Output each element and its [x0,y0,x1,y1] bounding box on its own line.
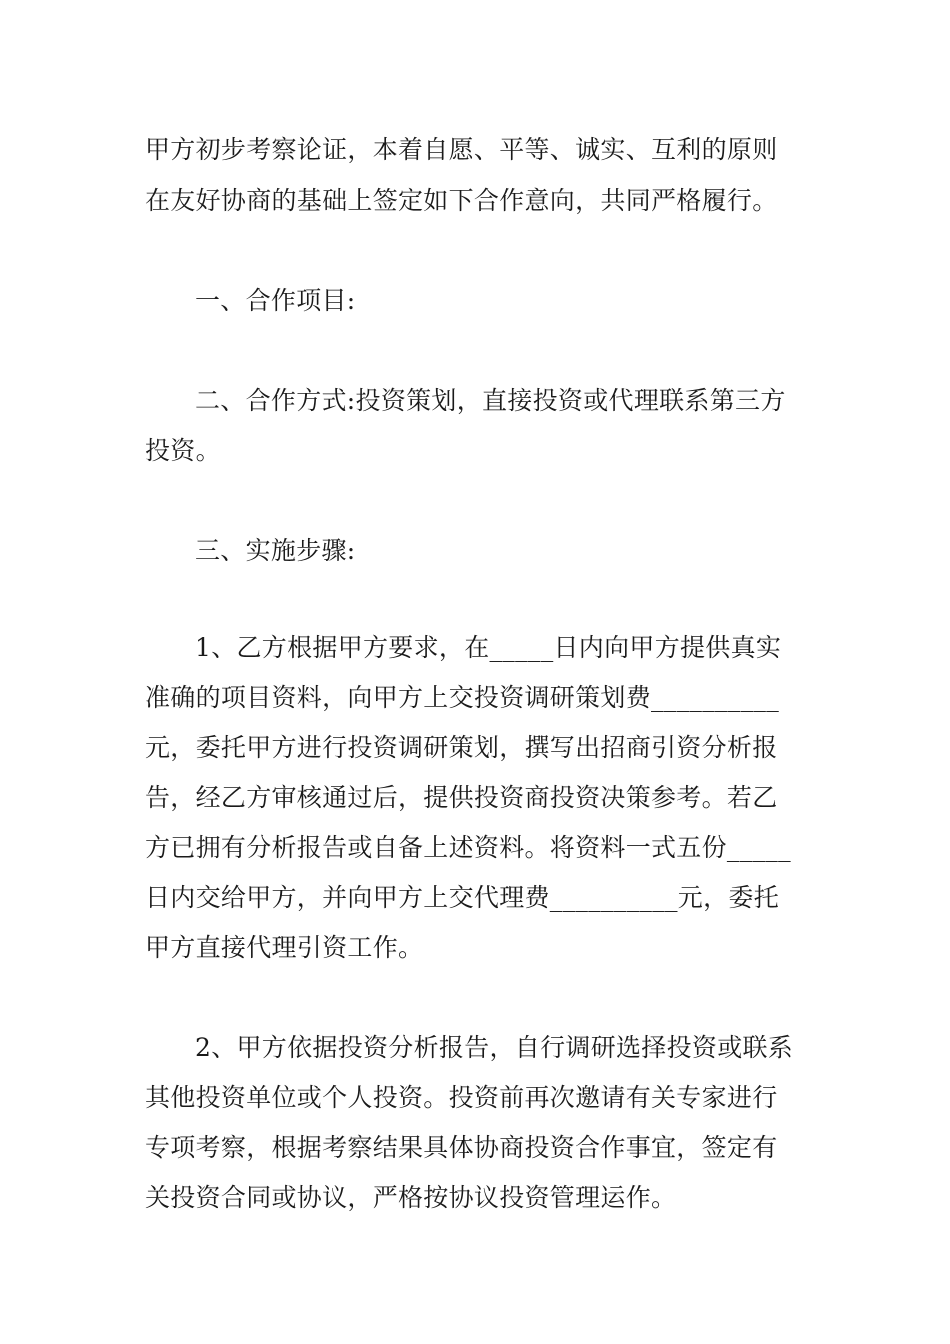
cooperation-method-line-2: 投资。 [145,436,221,465]
intro-line-1: 甲方初步考察论证，本着自愿、平等、诚实、互利的原则 [145,135,778,164]
step-1-line-6: 日内交给甲方，并向甲方上交代理费__________元，委托 [145,883,780,912]
step-2-line-2: 其他投资单位或个人投资。投资前再次邀请有关专家进行 [145,1083,778,1112]
intro-line-2: 在友好协商的基础上签定如下合作意向，共同严格履行。 [145,186,778,215]
cooperation-method-line-1: 二、合作方式:投资策划，直接投资或代理联系第三方 [195,386,786,415]
section-heading-implementation-steps: 三、实施步骤: [195,536,356,565]
step-1-line-5: 方已拥有分析报告或自备上述资料。将资料一式五份_____ [145,833,791,862]
step-1-line-1: 1、乙方根据甲方要求，在_____日内向甲方提供真实 [195,633,782,662]
step-2-line-4: 关投资合同或协议，严格按协议投资管理运作。 [145,1183,677,1212]
step-1-line-2: 准确的项目资料，向甲方上交投资调研策划费__________ [145,683,780,712]
step-1-line-3: 元，委托甲方进行投资调研策划，撰写出招商引资分析报 [145,733,778,762]
step-1-line-4: 告，经乙方审核通过后，提供投资商投资决策参考。若乙 [145,783,778,812]
step-2-line-1: 2、甲方依据投资分析报告，自行调研选择投资或联系 [195,1033,794,1062]
section-heading-cooperation-project: 一、合作项目: [195,286,356,315]
step-1-line-7: 甲方直接代理引资工作。 [145,933,424,962]
step-2-line-3: 专项考察，根据考察结果具体协商投资合作事宜，签定有 [145,1133,778,1162]
